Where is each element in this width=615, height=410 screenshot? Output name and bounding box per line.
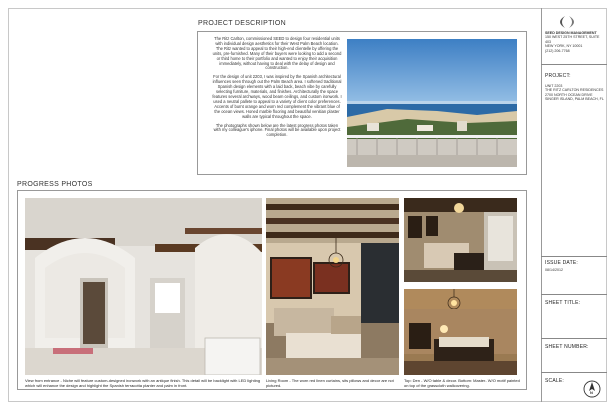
- title-block-rule: [541, 338, 607, 339]
- living-room-caption: Living Room - The worn red linen curtains, sits pillows and decor are not pictured.: [266, 378, 394, 388]
- project-description-text: [212, 37, 342, 142]
- firm-address-line: NEW YORK, NY 10001: [545, 44, 583, 49]
- firm-address-line: 150 WEST 25TH STREET, SUITE 403: [545, 35, 600, 44]
- title-block-rule: [541, 64, 607, 65]
- firm-address-line: (212) 206-7768: [545, 48, 570, 53]
- entrance-photo: [25, 198, 262, 375]
- title-block-rule: [541, 294, 607, 295]
- title-block-rule: [541, 256, 607, 257]
- progress-photos-title: PROGRESS PHOTOS: [17, 181, 93, 188]
- title-block-rule: [541, 372, 607, 373]
- project-line: 2700 NORTH OCEAN DRIVE: [545, 92, 593, 97]
- project-line: SINGER ISLAND, PALM BEACH, FL: [545, 97, 604, 102]
- north-letter: N: [590, 390, 593, 395]
- firm-name: SEED DESIGN MANAGEMENT: [545, 31, 597, 35]
- scale-label: SCALE:: [545, 378, 564, 384]
- issue-date-value: 08/14/2012: [545, 268, 563, 272]
- project-label: PROJECT:: [545, 73, 571, 79]
- title-block-divider: [541, 8, 542, 402]
- description-paragraph: The Ritz Carlton, commissioned SEED to design four residential units with individual design aesthetics for their West Palm Beach location. The Ritz wanted to appeal to their high-end clientelle by offering the units, pre-furnished. Many of their buyers were looking to add a second or third home to their portfolio and wanted to enjoy their acquisition immediately, without having to deal with the delay of design and construction.: [212, 36, 342, 71]
- ocean-view-photo: [347, 39, 517, 167]
- project-info: [545, 84, 605, 102]
- seed-logo-icon: [545, 14, 605, 30]
- issue-date-label: ISSUE DATE:: [545, 260, 578, 266]
- sheet-number-label: SHEET NUMBER:: [545, 344, 589, 350]
- sheet-title-label: SHEET TITLE:: [545, 300, 581, 306]
- description-paragraph: For the design of unit 2203, I was inspired by the Spanish architectural influences seen through out the Palm Beach area. I softened traditional Spanish design elements with a laid back, beach vibe by carefully selecting furniture, materials, and finishes. Architecturally the space features several archways, wood beam ceilings, and custom ironwork. I used a neutral pallete to appeal to a variety of client color preferences. Accents of burnt orange and worn red complement the vibrant blue of the ocean views. Honed marble flooring and beautiful venitian plaster walls are typical throughout the space.: [212, 74, 342, 119]
- north-arrow-icon: [583, 380, 601, 398]
- project-description-title: PROJECT DESCRIPTION: [198, 20, 287, 27]
- master-bedroom-photo: [404, 289, 517, 375]
- den-photo: [404, 198, 517, 282]
- den-master-caption: Top: Den - W/O table & decor. Bottom: Master- W/O motif painted on top of the grasscloth wallcovering.: [404, 378, 520, 388]
- firm-logo-block: [545, 14, 605, 62]
- project-line: THE RITZ CARLTON RESIDENCES: [545, 88, 604, 93]
- description-paragraph: The photographs shown below are the latest progress photos taken with my colleague's iphone. Final photos will be available upon project completion.: [213, 122, 341, 138]
- project-line: UNIT 2203: [545, 84, 563, 88]
- entrance-caption: View from entrance - Niche will feature custom-designed ironwork with an antique finish. This detail will be backlight with LED lighting which will enhance the design and highlight the Spanish terracotta planter and palm in front.: [25, 378, 261, 388]
- living-room-photo: [266, 198, 399, 375]
